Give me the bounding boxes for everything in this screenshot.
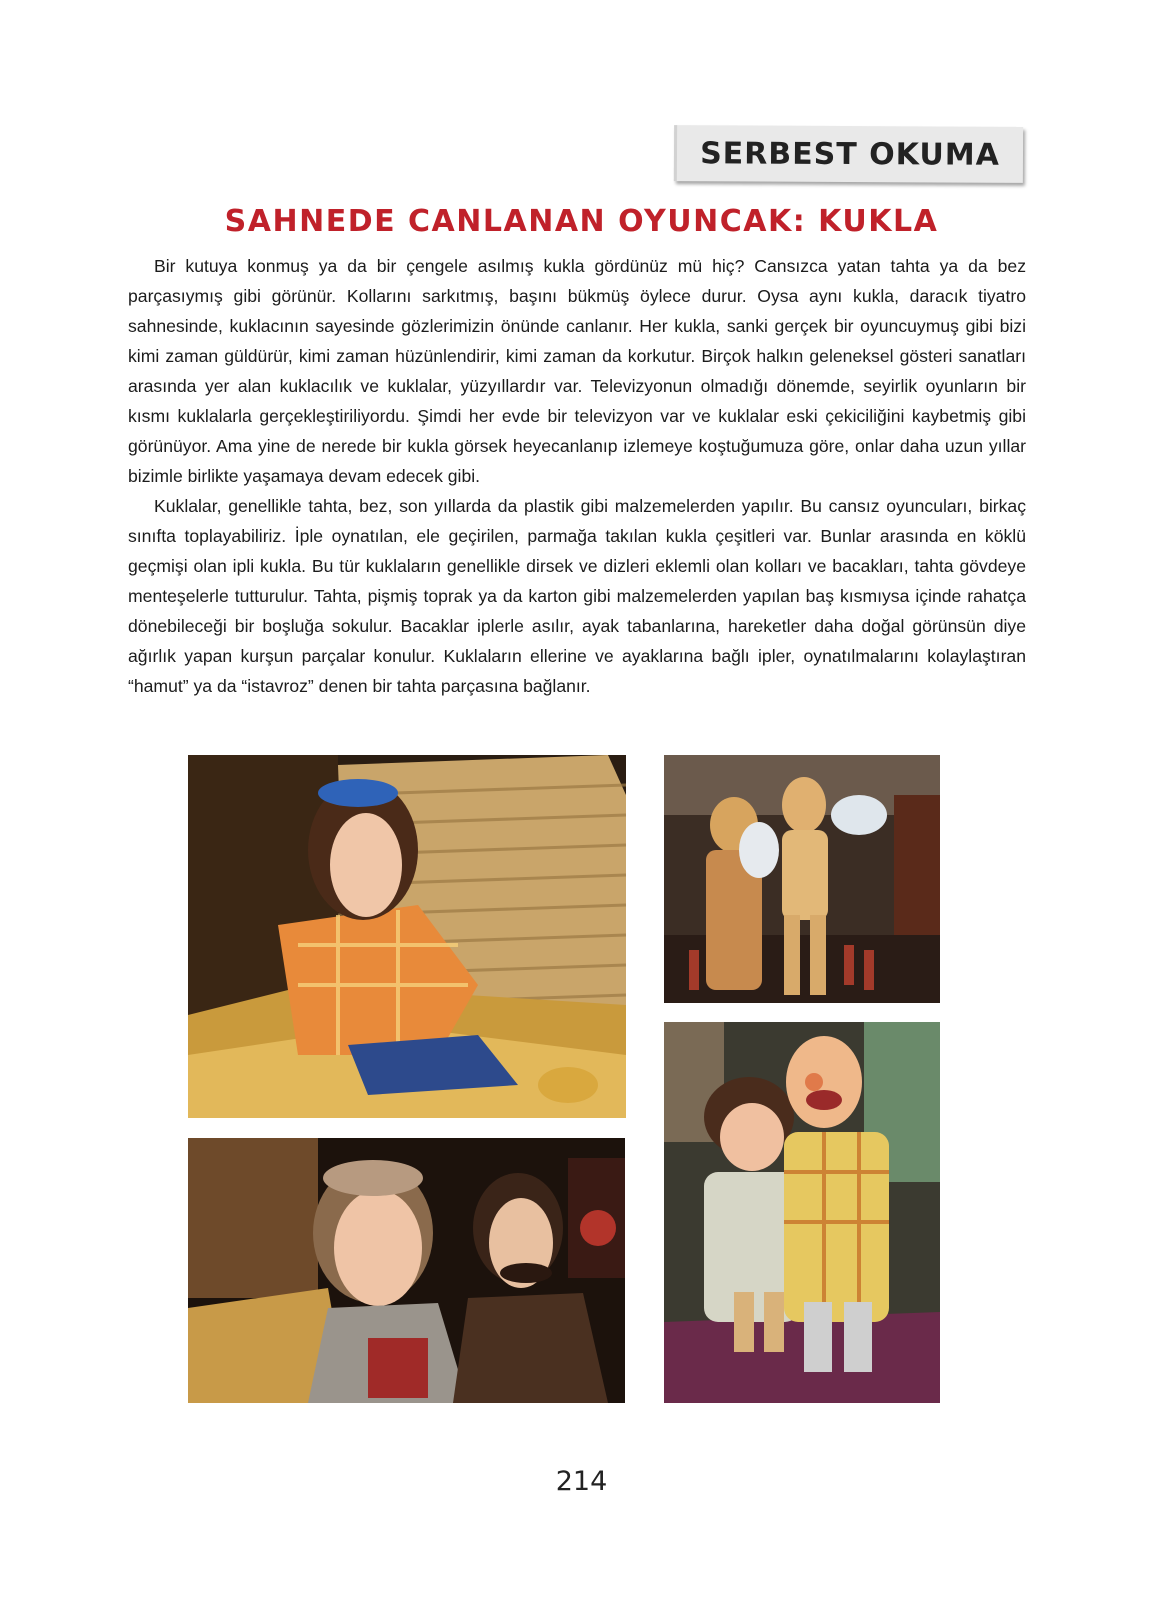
photo-puppet-in-basket xyxy=(188,755,626,1118)
page-title: SAHNEDE CANLANAN OYUNCAK: KUKLA xyxy=(224,204,939,239)
section-banner xyxy=(674,125,1023,183)
section-banner-label: SERBEST OKUMA xyxy=(700,135,1000,173)
photo-hand-puppets xyxy=(664,1022,940,1403)
paragraph-1: Bir kutuya konmuş ya da bir çengele asılmış kukla gördünüz mü hiç? Cansızca yatan tahta ya da bez parçasıymış gibi görünür. Kollarını sarkıtmış, başını bükmüş öylece durur. Oysa aynı kukla, daracık tiyatro sahnesinde, kuklacının sayesinde gözlerimizin önünde canlanır. Her kukla, sanki gerçek bir oyuncuymuş gibi bizi kimi zaman güldürür, kimi zaman hüzünlendirir, kimi zaman da korkutur. Birçok halkın geleneksel gösteri sanatları arasında yer alan kuklacılık ve kuklalar, yüzyıllardır var. Televizyonun olmadığı dönemde, seyirlik oyunların bir kısmı kuklalarla gerçekleştiriliyordu. Şimdi her evde bir televizyon var ve kuklalar eski çekiciliğini kaybetmiş gibi görünüyor. Ama yine de nerede bir kukla görsek heyecanlanıp izlemeye koştuğumuza göre, onlar daha uzun yıllar bizimle birlikte yaşamaya devam edecek gibi. xyxy=(128,256,1026,486)
page-number: 214 xyxy=(555,1466,608,1497)
photo-two-traditional-puppets xyxy=(188,1138,625,1403)
article-body xyxy=(128,251,1026,701)
paragraph-2: Kuklalar, genellikle tahta, bez, son yıllarda da plastik gibi malzemelerden yapılır. Bu cansız oyuncuları, birkaç sınıfta toplayabiliriz. İple oynatılan, ele geçirilen, parmağa takılan kukla çeşitleri var. Bunlar arasında en köklü geçmişi olan ipli kukla. Bu tür kuklaların genellikle dirsek ve dizleri eklemli olan kolları ve bacakları, tahta gövdeye menteşelerle tutturulur. Tahta, pişmiş toprak ya da karton gibi malzemelerden yapılan baş kısmıysa içinde rahatça dönebileceği bir boşluğa sokulur. Bacaklar iplerle asılır, ayak tabanlarına, hareketler daha doğal görünsün diye ağırlık yapan kurşun parçalar konulur. Kuklaların ellerine ve ayaklarına bağlı ipler, oynatılmalarını kolaylaştıran “hamut” ya da “istavroz” denen bir tahta parçasına bağlanır. xyxy=(128,496,1026,696)
photo-wooden-marionettes xyxy=(664,755,940,1003)
